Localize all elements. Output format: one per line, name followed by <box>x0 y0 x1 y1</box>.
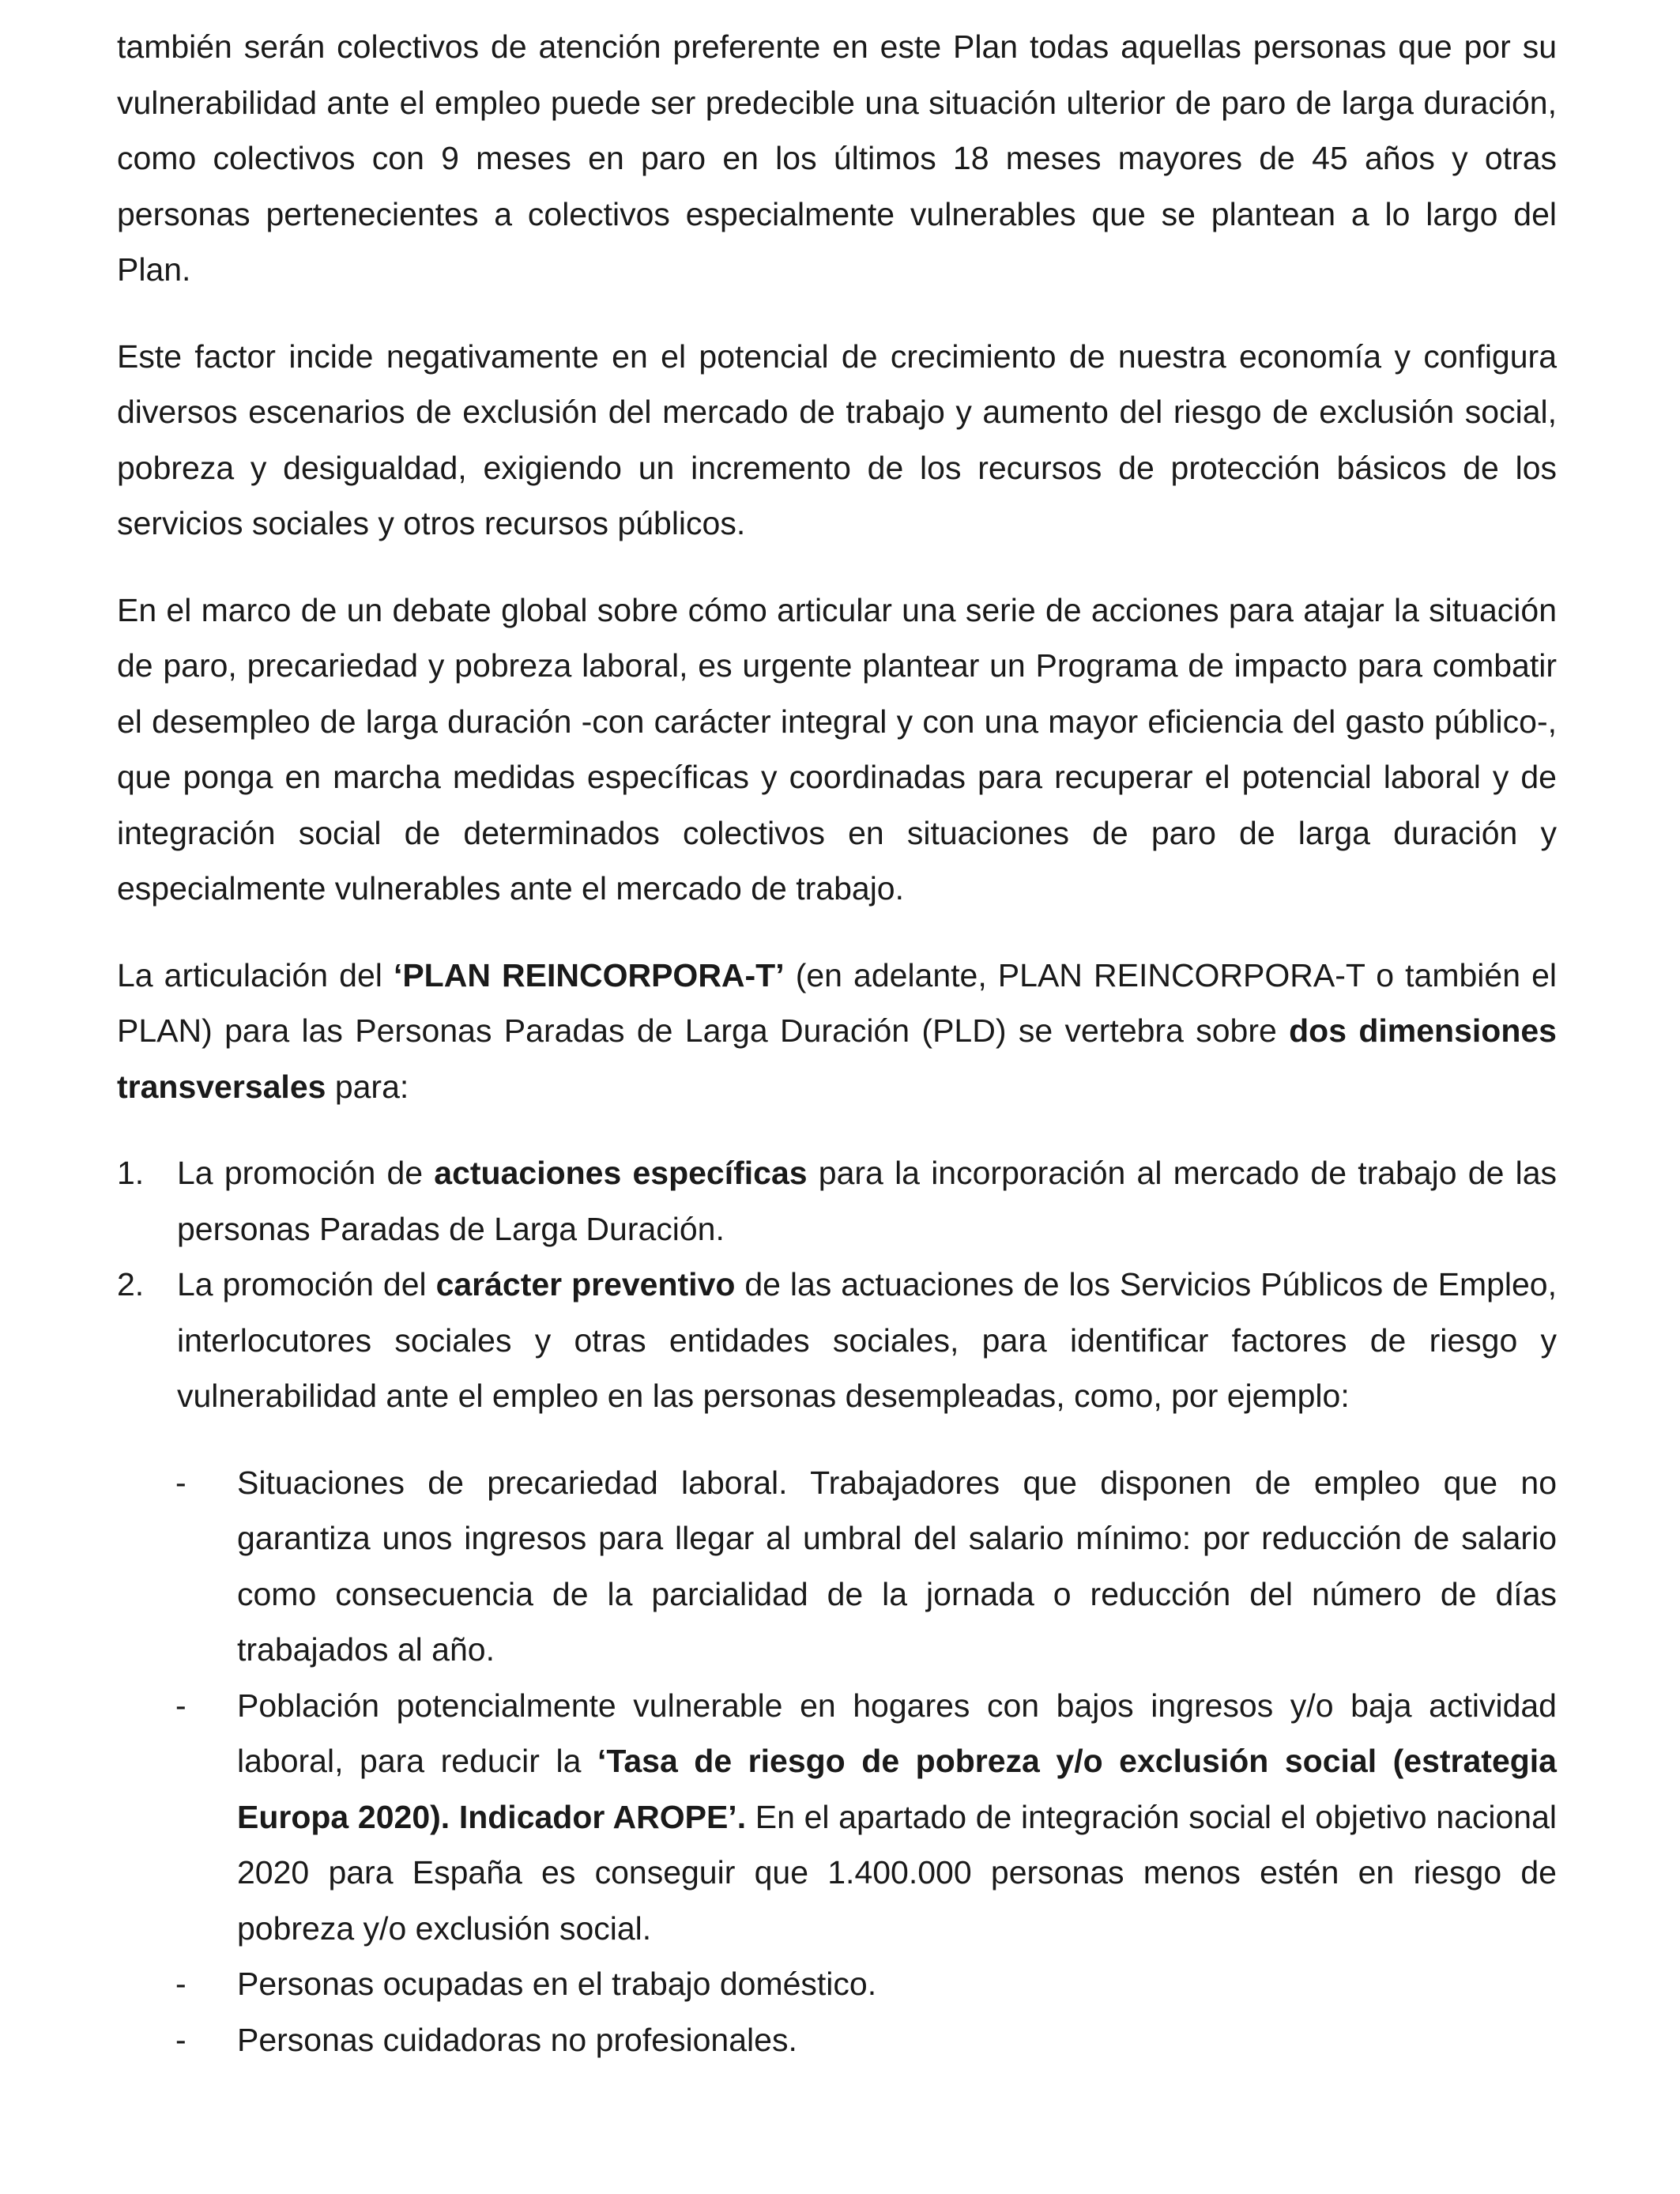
dash-list <box>117 1455 1557 2068</box>
item-text: Situaciones de precariedad laboral. Trabajadores que disponen de empleo que no garantiza unos ingresos para llegar al umbral del salario mínimo: por reducción de salario como consecuencia de la parcialidad de la jornada o reducción del número de días trabajados al año. <box>237 1464 1557 1668</box>
dash-marker: - <box>175 1464 186 1501</box>
dash-marker: - <box>175 1687 186 1724</box>
dash-item-domestico <box>117 1956 1557 2012</box>
numbered-list <box>117 1145 1557 1424</box>
item-text: Población potencialmente vulnerable en hogares con bajos ingresos y/o baja actividad laboral, para reducir la <box>237 1687 1557 1779</box>
item-bold: actuaciones específicas <box>434 1155 808 1191</box>
item-bold: carácter preventivo <box>435 1266 736 1302</box>
intro-text-2: (en adelante, PLAN REINCORPORA-T o también el PLAN) para las Personas Paradas de Larga Duración (PLD) se vertebra sobre <box>117 956 1558 1049</box>
dash-item-poblacion <box>117 1678 1557 1957</box>
item-bold: ‘Tasa de riesgo de pobreza y/o exclusión social (estrategia Europa 2020). Indicador AROPE’. <box>237 1743 1557 1835</box>
dash-marker: - <box>175 2021 186 2058</box>
plan-name-bold: ‘PLAN REINCORPORA-T’ <box>393 956 785 993</box>
numbered-item-1 <box>117 1145 1557 1257</box>
item-text: para la incorporación al mercado de trabajo de las personas Paradas de Larga Duración. <box>177 1155 1558 1247</box>
dash-marker: - <box>175 1966 186 2002</box>
item-text: Personas cuidadoras no profesionales. <box>237 2021 797 2058</box>
dash-item-cuidadoras <box>117 2012 1557 2068</box>
document-page <box>117 19 1557 2185</box>
paragraph-marco: En el marco de un debate global sobre cómo articular una serie de acciones para atajar la situación de paro, precariedad y pobreza laboral, es urgente plantear un Programa de impacto para combatir el desempleo de larga duración -con carácter integral y con una mayor eficiencia del gasto público-, que ponga en marcha medidas específicas y coordinadas para recuperar el potencial laboral y de integración social de determinados colectivos en situaciones de paro de larga duración y especialmente vulnerables ante el mercado de trabajo. <box>117 591 1557 907</box>
list-number: 1. <box>117 1155 145 1191</box>
item-text: Personas ocupadas en el trabajo doméstico. <box>237 1966 877 2002</box>
numbered-item-2 <box>117 1257 1557 1424</box>
item-text: En el apartado de integración social el objetivo nacional 2020 para España es conseguir que 1.400.000 personas menos estén en riesgo de pobreza y/o exclusión social. <box>237 1798 1557 1947</box>
item-text: de las actuaciones de los Servicios Públicos de Empleo, interlocutores sociales y otras entidades sociales, para identificar factores de riesgo y vulnerabilidad ante el empleo en las personas desempleadas, como, por ejemplo: <box>177 1266 1558 1414</box>
paragraph-intro-plan <box>117 948 1557 1115</box>
item-text: La promoción del <box>177 1266 436 1302</box>
item-text: La promoción de <box>177 1155 435 1191</box>
intro-text-3: para: <box>326 1068 409 1105</box>
intro-text-1: La articulación del <box>117 956 394 993</box>
dash-item-precariedad <box>117 1455 1557 1678</box>
dimensions-bold: dos dimensiones transversales <box>117 1012 1557 1105</box>
paragraph-colectivos: también serán colectivos de atención preferente en este Plan todas aquellas personas que por su vulnerabilidad ante el empleo puede ser predecible una situación ulterior de paro de larga duración, como colectivos con 9 meses en paro en los últimos 18 meses mayores de 45 años y otras personas pertenecientes a colectivos especialmente vulnerables que se plantean a lo largo del Plan. <box>117 28 1557 288</box>
paragraph-factor: Este factor incide negativamente en el potencial de crecimiento de nuestra economía y configura diversos escenarios de exclusión del mercado de trabajo y aumento del riesgo de exclusión social, pobreza y desigualdad, exigiendo un incremento de los recursos de protección básicos de los servicios sociales y otros recursos públicos. <box>117 337 1557 541</box>
list-number: 2. <box>117 1266 145 1302</box>
